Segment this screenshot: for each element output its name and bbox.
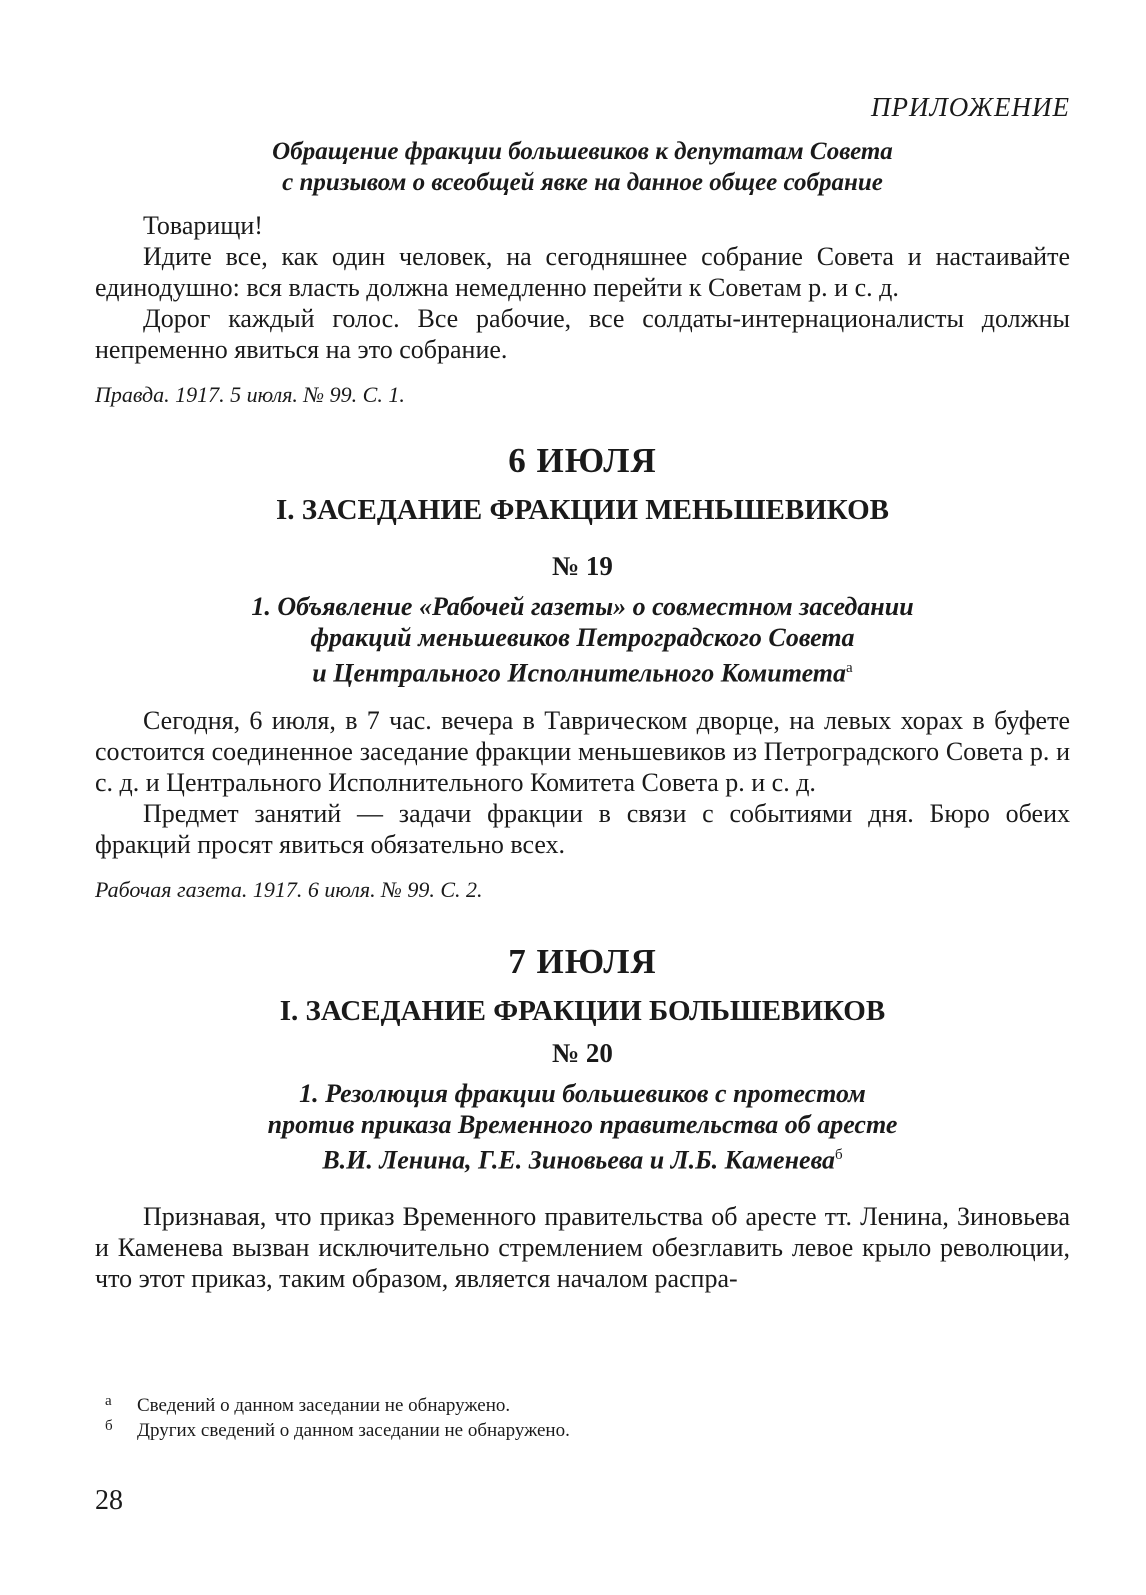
footnote-ref-a: а	[846, 660, 853, 676]
appendix-label: ПРИЛОЖЕНИЕ	[871, 92, 1070, 122]
appeal-title-line: Обращение фракции большевиков к депутатам Совета	[272, 138, 893, 165]
footnote-mark: б	[105, 1418, 113, 1434]
footnote	[105, 1393, 1065, 1418]
doc-title-line-last	[95, 1140, 1070, 1176]
page-number: 28	[95, 1485, 123, 1516]
footnote-ref-b: б	[835, 1146, 843, 1163]
document-number-20: № 20	[552, 1037, 613, 1068]
footnote-text: Сведений о данном заседании не обнаружено.	[137, 1395, 511, 1416]
appeal-paragraph: Идите все, как один человек, на сегодняшнее собрание Совета и настаивайте единодушно: вся власть должна немедленно перейти к Советам р. и с. д.	[95, 242, 1070, 302]
session-heading-bolsheviks: I. ЗАСЕДАНИЕ ФРАКЦИИ БОЛЬШЕВИКОВ	[279, 994, 886, 1027]
doc-19-paragraph: Сегодня, 6 июля, в 7 час. вечера в Таврическом дворце, на левых хорах в буфете состоится соединенное заседание фракции меньшевиков из Петроградского Совета р. и с. д. и Центрального Исполнительного Комитета Совета р. и с. д.	[95, 705, 1070, 797]
doc-title-line-text: В.И. Ленина, Г.Е. Зиновьева и Л.Б. Каменева	[322, 1145, 836, 1175]
footnote	[105, 1418, 1065, 1443]
session-heading-mensheviks: I. ЗАСЕДАНИЕ ФРАКЦИИ МЕНЬШЕВИКОВ	[275, 494, 890, 526]
doc-19-paragraph: Предмет занятий — задачи фракции в связи с событиями дня. Бюро обеих фракций просят явиться обязательно всех.	[95, 798, 1070, 859]
appeal-greeting: Товарищи!	[143, 211, 263, 240]
appeal-paragraph: Дорог каждый голос. Все рабочие, все солдаты-интернационалисты должны непременно явиться на это собрание.	[95, 304, 1070, 364]
doc-title-line-last	[95, 653, 1070, 689]
date-heading-july-7: 7 ИЮЛЯ	[508, 941, 657, 981]
doc-20-paragraph: Признавая, что приказ Временного правительства об аресте тт. Ленина, Зиновьева и Каменева вызван исключительно стремлением обезглавить левое крыло революции, что этот приказ, таким образом, является началом распра-	[95, 1202, 1070, 1294]
doc-title-line-text: и Центрального Исполнительного Комитета	[312, 658, 847, 688]
footnote-text: Других сведений о данном заседании не обнаружено.	[137, 1420, 570, 1441]
doc-title-line: против приказа Временного правительства об аресте	[267, 1109, 898, 1139]
appeal-source: Правда. 1917. 5 июля. № 99. С. 1.	[95, 382, 405, 407]
document-19-title	[95, 591, 1070, 689]
doc-19-source: Рабочая газета. 1917. 6 июля. № 99. С. 2.	[95, 876, 483, 902]
appeal-title-line: с призывом о всеобщей явке на данное общее собрание	[282, 169, 883, 196]
document-number-19: № 19	[552, 551, 613, 581]
date-heading-july-6: 6 ИЮЛЯ	[508, 441, 657, 480]
appeal-title	[95, 136, 1070, 198]
document-20-title	[95, 1078, 1070, 1176]
doc-title-line: фракций меньшевиков Петроградского Совета	[310, 623, 855, 652]
doc-title-line: 1. Резолюция фракции большевиков с протестом	[299, 1078, 866, 1108]
footnote-mark: а	[105, 1393, 112, 1409]
page-content	[95, 90, 1070, 1294]
doc-title-line: 1. Объявление «Рабочей газеты» о совместном заседании	[251, 592, 914, 621]
footnotes	[105, 1393, 1065, 1443]
